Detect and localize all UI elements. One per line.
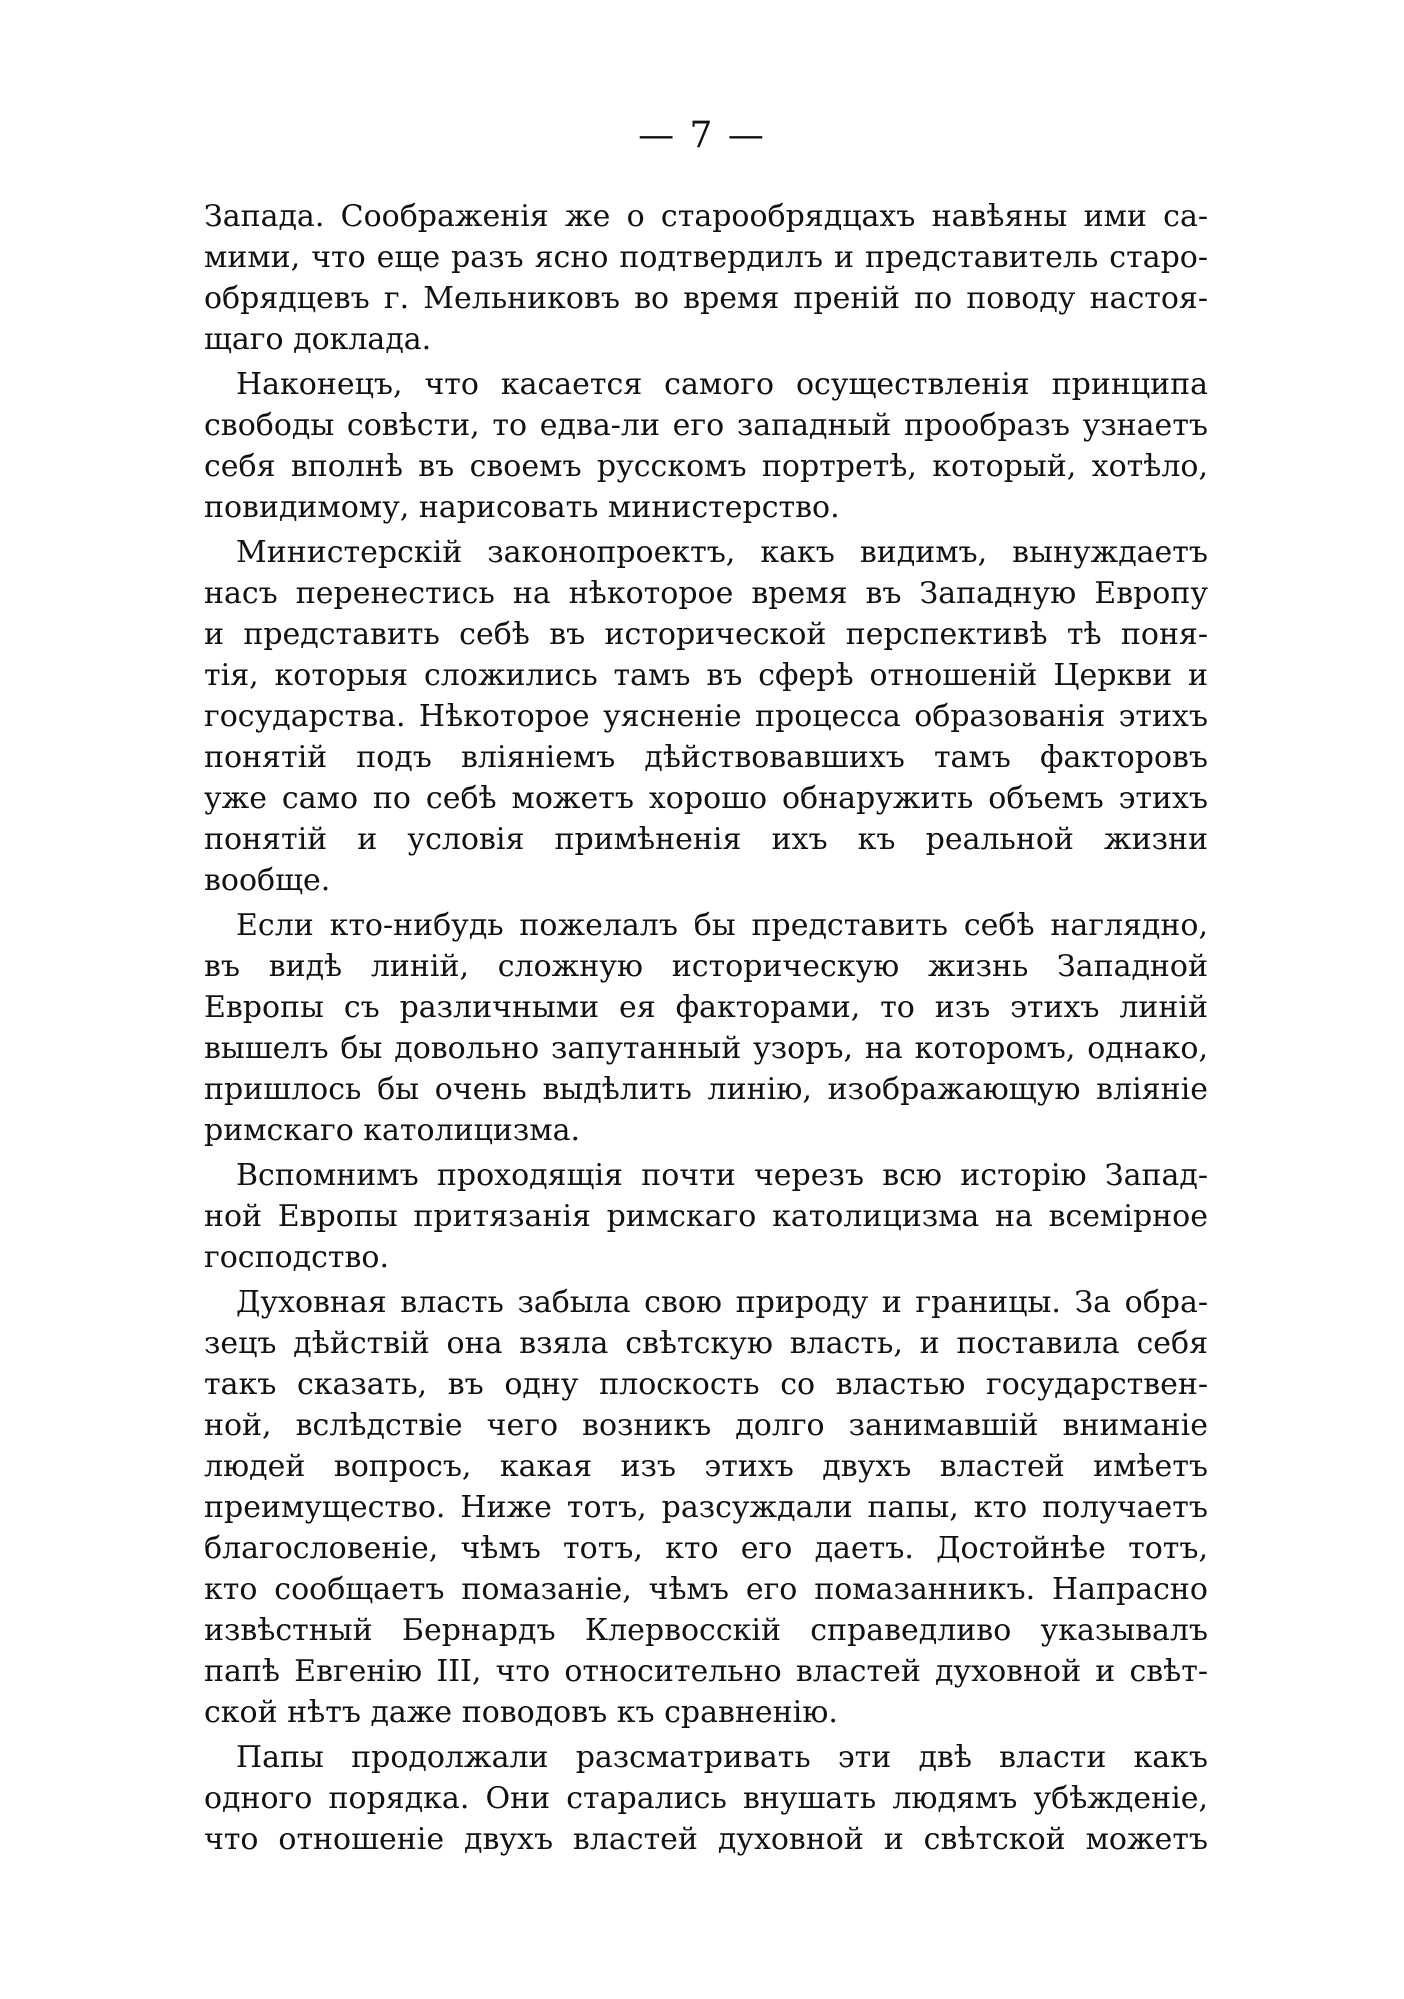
paragraph — [204, 1737, 1208, 1860]
page-number: — 7 — — [638, 115, 766, 156]
text-line: повидимому, нарисовать министерство. — [204, 490, 840, 525]
text-line: Если кто-нибудь пожелалъ бы представить себѣ наглядно, — [236, 908, 1208, 943]
text-line: и представить себѣ въ исторической перспективѣ тѣ поня- — [204, 617, 1208, 652]
text-line: зецъ дѣйствій она взяла свѣтскую власть, и поставила себя — [204, 1326, 1208, 1361]
text-line: ской нѣтъ даже поводовъ къ сравненію. — [204, 1695, 838, 1730]
text-line: благословеніе, чѣмъ тотъ, кто его даетъ. Достойнѣе тотъ, — [204, 1531, 1208, 1566]
text-line: римскаго католицизма. — [204, 1113, 581, 1148]
text-line: что отношеніе двухъ властей духовной и свѣтской можетъ — [204, 1822, 1208, 1857]
text-line: понятій подъ вліяніемъ дѣйствовавшихъ тамъ факторовъ — [204, 740, 1208, 775]
text-line: понятій и условія примѣненія ихъ къ реальной жизни — [204, 822, 1208, 857]
text-line: обрядцевъ г. Мельниковъ во время преній по поводу настоя- — [204, 281, 1208, 316]
paragraph — [204, 364, 1208, 528]
body-text — [204, 196, 1208, 1864]
text-line: преимущество. Ниже тотъ, разсуждали папы, кто получаетъ — [204, 1490, 1208, 1525]
paragraph — [204, 532, 1208, 901]
text-line: папѣ Евгенію III, что относительно властей духовной и свѣт- — [204, 1654, 1208, 1689]
paragraph — [204, 196, 1208, 360]
paragraph — [204, 1282, 1208, 1733]
text-line: господство. — [204, 1240, 389, 1275]
text-line: насъ перенестись на нѣкоторое время въ Западную Европу — [204, 576, 1208, 611]
text-line: себя вполнѣ въ своемъ русскомъ портретѣ, который, хотѣло, — [204, 449, 1208, 484]
text-line: пришлось бы очень выдѣлить линію, изображающую вліяніе — [204, 1072, 1208, 1107]
text-line: ной Европы притязанія римскаго католицизма на всемірное — [204, 1199, 1208, 1234]
text-line: Наконецъ, что касается самого осуществленія принципа — [236, 367, 1208, 402]
text-line: свободы совѣсти, то едва-ли его западный прообразъ узнаетъ — [204, 408, 1208, 443]
text-line: кто сообщаетъ помазаніе, чѣмъ его помазанникъ. Напрасно — [204, 1572, 1208, 1607]
text-line: людей вопросъ, какая изъ этихъ двухъ властей имѣетъ — [204, 1449, 1208, 1484]
text-line: вообще. — [204, 863, 331, 898]
text-line: такъ сказать, въ одну плоскость со властью государствен- — [204, 1367, 1208, 1402]
text-line: Европы съ различными ея факторами, то изъ этихъ линій — [204, 990, 1208, 1025]
text-line: щаго доклада. — [204, 322, 432, 357]
text-line: одного порядка. Они старались внушать людямъ убѣжденіе, — [204, 1781, 1208, 1816]
text-line: ной, вслѣдствіе чего возникъ долго занимавшій вниманіе — [204, 1408, 1208, 1443]
paragraph — [204, 905, 1208, 1151]
text-line: въ видѣ линій, сложную историческую жизнь Западной — [204, 949, 1208, 984]
text-line: государства. Нѣкоторое уясненіе процесса образованія этихъ — [204, 699, 1208, 734]
text-line: мими, что еще разъ ясно подтвердилъ и представитель старо- — [204, 240, 1208, 275]
text-line: Запада. Соображенія же о старообрядцахъ навѣяны ими са- — [204, 199, 1208, 234]
text-line: Министерскій законопроектъ, какъ видимъ, вынуждаетъ — [236, 535, 1208, 570]
text-line: вышелъ бы довольно запутанный узоръ, на которомъ, однако, — [204, 1031, 1208, 1066]
text-line: Папы продолжали разсматривать эти двѣ власти какъ — [236, 1740, 1208, 1775]
paragraph — [204, 1155, 1208, 1278]
text-line: Вспомнимъ проходящія почти черезъ всю исторію Запад- — [236, 1158, 1208, 1193]
text-line: извѣстный Бернардъ Клервосскій справедливо указывалъ — [204, 1613, 1208, 1648]
text-line: тія, которыя сложились тамъ въ сферѣ отношеній Церкви и — [204, 658, 1208, 693]
text-line: уже само по себѣ можетъ хорошо обнаружить объемъ этихъ — [204, 781, 1208, 816]
text-line: Духовная власть забыла свою природу и границы. За обра- — [236, 1285, 1208, 1320]
